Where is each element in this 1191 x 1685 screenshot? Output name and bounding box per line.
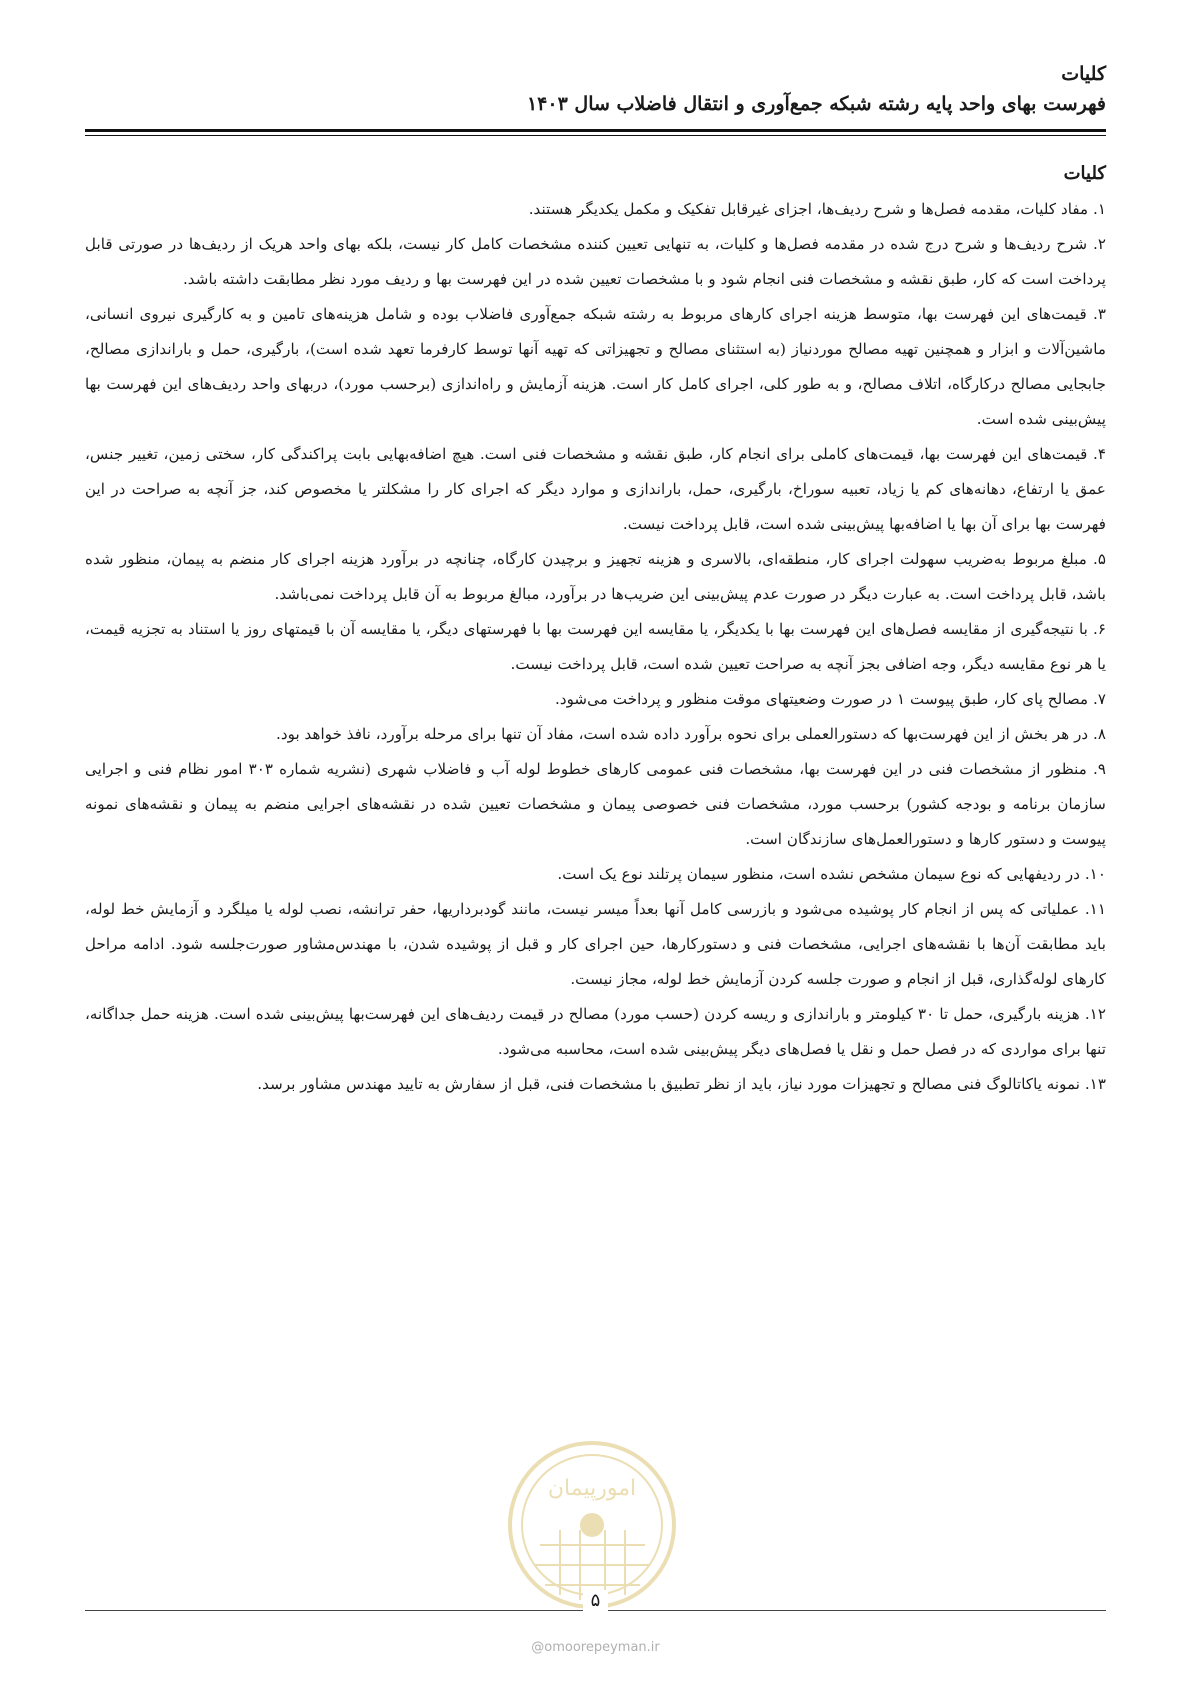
paragraph-4: ۴. قیمت‌های این فهرست بها، قیمت‌های کاملی برای انجام کار، طبق نقشه و مشخصات فنی است. هیچ اضافه‌بهایی بابت پراکندگی کار، سختی زمین، تغییر جنس، عمق یا ارتفاع، دهانه‌های کم یا زیاد، تعبیه سوراخ، بارگیری، حمل، باراندازی و موارد دیگر که اجرای کار را مشکلتر یا مخصوص کند، جز آنچه به صراحت در این فهرست بها برای آن بها یا اضافه‌بها پیش‌بینی شده است، قابل پرداخت نیست. (85, 445, 1106, 533)
header-rule-thick (85, 129, 1106, 132)
paragraph-3: ۳. قیمت‌های این فهرست بها، متوسط هزینه اجرای کارهای مربوط به رشته شبکه جمع‌آوری فاضلاب بوده و شامل هزینه‌های تامین و به کارگیری نیروی انسانی، ماشین‌آلات و ابزار و همچنین تهیه مصالح موردنیاز (به استثنای مصالح و تجهیزاتی که تهیه آنها توسط کارفرما تعهد شده است)، بارگیری، حمل و باراندازی مصالح، جابجایی مصالح درکارگاه، اتلاف مصالح، و به طور کلی، اجرای کامل کار است. هزینه آزمایش و راه‌اندازی (برحسب مورد)، دربهای واحد ردیف‌های این فهرست بها پیش‌بینی شده است. (85, 305, 1106, 428)
paragraph-13: ۱۳. نمونه یاکاتالوگ فنی مصالح و تجهیزات مورد نیاز، باید از نظر تطبیق با مشخصات فنی، قبل از سفارش به تایید مهندس مشاور برسد. (257, 1075, 1106, 1093)
paragraph-8: ۸. در هر بخش از این فهرست‌بها که دستورالعملی برای نحوه برآورد داده شده است، مفاد آن تنها برای مرحله برآورد، نافذ خواهد بود. (276, 725, 1106, 743)
paragraph-12: ۱۲. هزینه بارگیری، حمل تا ۳۰ کیلومتر و باراندازی و ریسه کردن (حسب مورد) مصالح در قیمت ردیف‌های این فهرست‌بها پیش‌بینی شده است. هزینه حمل جداگانه، تنها برای مواردی که در فصل حمل و نقل یا فصل‌های دیگر پیش‌بینی شده است، محاسبه می‌شود. (85, 1005, 1106, 1058)
paragraph-9: ۹. منظور از مشخصات فنی در این فهرست بها، مشخصات فنی عمومی کارهای خطوط لوله آب و فاضلاب شهری (نشریه شماره ۳۰۳ امور نظام فنی و اجرایی سازمان برنامه و بودجه کشور) برحسب مورد، مشخصات فنی خصوصی پیمان و مشخصات تعیین شده در نقشه‌های اجرایی منضم به پیمان و نقشه‌های نمونه پیوست و دستور کارها و دستورالعمل‌های سازندگان است. (85, 760, 1106, 848)
paragraph-7: ۷. مصالح پای کار، طبق پیوست ۱ در صورت وضعیتهای موقت منظور و پرداخت می‌شود. (555, 690, 1106, 708)
page-content (85, 160, 1106, 1102)
paragraph-5: ۵. مبلغ مربوط به‌ضریب سهولت اجرای کار، منطقه‌ای، بالاسری و هزینه تجهیز و برچیدن کارگاه، چنانچه در برآورد هزینه اجرای کار منضم به پیمان، منظور شده باشد، قابل پرداخت است. به عبارت دیگر در صورت عدم پیش‌بینی این ضریب‌ها در برآورد، مبالغ مربوط به آن قابل پرداخت نمی‌باشد. (85, 550, 1106, 603)
page-number (0, 1590, 1191, 1611)
paragraph-6: ۶. با نتیجه‌گیری از مقایسه فصل‌های این فهرست بها با یکدیگر، یا مقایسه این فهرست بها با فهرستهای دیگر، یا مقایسه آن با قیمتهای روز یا استناد به تجزیه قیمت، یا هر نوع مقایسه دیگر، وجه اضافی بجز آنچه به صراحت تعیین شده است، قابل پرداخت نیست. (85, 620, 1106, 673)
paragraph-11: ۱۱. عملیاتی که پس از انجام کار پوشیده می‌شود و بازرسی کامل آنها بعداً میسر نیست، مانند گودبرداریها، حفر ترانشه، نصب لوله یا میلگرد و آزمایش خط لوله، باید مطابقت آن‌ها با نقشه‌های اجرایی، مشخصات فنی و دستورکارها، حین اجرای کار و قبل از پوشیده شدن، با مهندس‌مشاور صورت‌جلسه شود. ادامه مراحل کارهای لوله‌گذاری، قبل از انجام و صورت جلسه کردن آزمایش خط لوله، مجاز نیست. (85, 900, 1106, 988)
header-rule-thin (85, 135, 1106, 136)
page-header (85, 60, 1106, 118)
header-title: کلیات (1061, 63, 1106, 85)
footer-site: @omoorepeyman.ir (531, 1640, 660, 1655)
header-subtitle: فهرست بهای واحد پایه رشته شبکه جمع‌آوری و انتقال فاضلاب سال ۱۴۰۳ (526, 93, 1106, 115)
paragraph-10: ۱۰. در ردیفهایی که نوع سیمان مشخص نشده است، منظور سیمان پرتلند نوع یک است. (557, 865, 1106, 883)
section-title: کلیات (1063, 163, 1106, 184)
watermark-text: امورپیمان (547, 1476, 637, 1501)
page-number-text: ۵ (583, 1590, 609, 1611)
paragraph-2: ۲. شرح ردیف‌ها و شرح درج شده در مقدمه فصل‌ها و کلیات، به تنهایی تعیین کننده مشخصات کامل کار نیست، بلکه بهای واحد هریک از ردیف‌ها در صورتی قابل پرداخت است که کار، طبق نقشه و مشخصات فنی انجام شود و با مشخصات تعیین شده در این فهرست بها و ردیف مورد نظر مطابقت داشته باشد. (85, 235, 1106, 288)
paragraph-1: ۱. مفاد کلیات، مقدمه فصل‌ها و شرح ردیف‌ها، اجزای غیرقابل تفکیک و مکمل یکدیگر هستند. (528, 200, 1106, 218)
